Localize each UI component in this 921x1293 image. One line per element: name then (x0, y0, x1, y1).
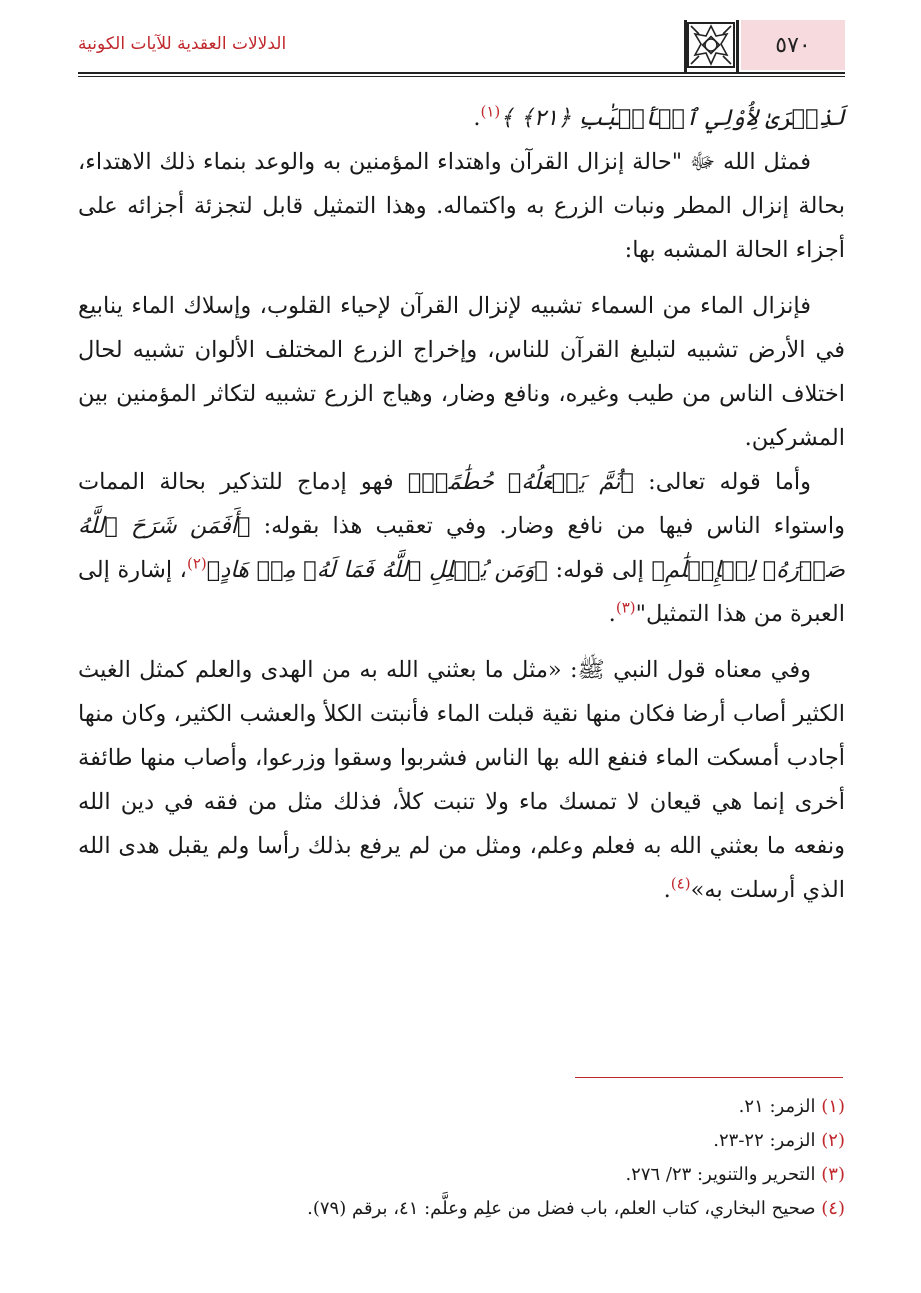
footnote-ref: (٤) (670, 874, 691, 893)
main-text (78, 96, 845, 912)
text-run: فهو إدماج للتذكير بحالة الممات واستواء الناس فيها من نافع وضار. وفي تعقيب هذا بقوله: (78, 469, 845, 539)
footnote (78, 1158, 845, 1192)
footnote-number: (٢) (821, 1130, 845, 1151)
text-run: وفي معناه قول النبي ﷺ: «مثل ما بعثني الله به من الهدى والعلم كمثل الغيث الكثير أصاب أرضا فكان منها نقية قبلت الماء فأنبتت الكلأ والعشب الكثير، وكان منها أجادب أمسكت الماء فنفع الله بها الناس فشربوا وسقوا وزرعوا، وأصاب منها طائفة أخرى إنما هي قيعان لا تمسك ماء ولا تنبت كلأ، فذلك مثل من فقه في دين الله ونفعه ما بعثني الله به فعلم وعلم، ومثل من لم يرفع بذلك رأسا ولم يقبل هدى الله الذي أرسلت به» (78, 657, 845, 903)
paragraph: فإنزال الماء من السماء تشبيه لإنزال القرآن لإحياء القلوب، وإسلاك الماء ينابيع في الأرض تشبيه لتبليغ القرآن للناس، وإخراج الزرع المختلف الألوان تشبيه لحال اختلاف الناس من طيب وغيره، ونافع وضار، وهياج الزرع تشبيه لتكاثر المؤمنين بين المشركين. (78, 293, 845, 451)
footnote-ref: (٣) (615, 598, 636, 617)
quran-verse: ﴿أَفَمَن شَرَحَ ٱللَّهُ صَدۡرَهُۥ لِلۡإِسۡلَٰمِ﴾ (78, 513, 845, 583)
header-divider (684, 20, 687, 72)
footnote-text: الزمر: ٢١. (738, 1096, 816, 1117)
footnote (78, 1090, 845, 1124)
footnote (78, 1192, 845, 1226)
quran-verse: لَذِكۡرَىٰ لِأُوْلِي ٱلۡأَلۡبَٰبِ ﴿٢١﴾ ﴾ (500, 105, 845, 131)
footnote-number: (٤) (821, 1198, 845, 1219)
footnote-number: (١) (821, 1096, 845, 1117)
paragraph: وفي معناه قول النبي ﷺ: «مثل ما بعثني الله به من الهدى والعلم كمثل الغيث الكثير أصاب أرضا فكان منها نقية قبلت الماء فأنبتت الكلأ والعشب الكثير، وكان منها أجادب أمسكت الماء فنفع الله بها الناس فشربوا وسقوا وزرعوا، وأصاب منها طائفة أخرى إنما هي قيعان لا تمسك ماء ولا تنبت كلأ، فذلك مثل من فقه في دين الله ونفعه ما بعثني الله به فعلم وعلم، ومثل من لم يرفع بذلك رأسا ولم يقبل هدى الله الذي أرسلت به»$^{(٤)}$. (78, 657, 845, 903)
text-run: وأما قوله تعالى: (633, 469, 811, 495)
header-rule (78, 72, 845, 74)
header-rule (78, 76, 845, 77)
geometric-ornament-icon (687, 22, 735, 68)
paragraph: لَذِكۡرَىٰ لِأُوْلِي ٱلۡأَلۡبَٰبِ ﴿٢١﴾ ﴾$^{(١)}$. (473, 102, 845, 131)
footnote-ref: (١) (480, 102, 501, 121)
footnote-text: صحيح البخاري، كتاب العلم، باب فضل من علِم وعلَّم: ٤١، برقم (٧٩). (307, 1198, 816, 1219)
text-run: ، إشارة إلى العبرة من هذا التمثيل" (78, 557, 845, 627)
quran-verse: ﴿وَمَن يُضۡلِلِ ٱللَّهُ فَمَا لَهُۥ مِنۡ هَادٍ﴾ (206, 557, 548, 583)
header-divider (736, 20, 739, 72)
text-run: إلى قوله: (547, 557, 652, 583)
paragraph: وأما قوله تعالى: ﴿ثُمَّ يَجۡعَلُهُۥ حُطَٰمًاۚ﴾ فهو إدماج للتذكير بحالة الممات واستواء الناس فيها من نافع وضار. وفي تعقيب هذا بقوله: ﴿أَفَمَن شَرَحَ ٱللَّهُ صَدۡرَهُۥ لِلۡإِسۡلَٰمِ﴾ إلى قوله: ﴿وَمَن يُضۡلِلِ ٱللَّهُ فَمَا لَهُۥ مِنۡ هَادٍ﴾$^{(٢)}$، إشارة إلى العبرة من هذا التمثيل"$^{(٣)}$. (78, 469, 845, 627)
footnote-text: التحرير والتنوير: ٢٣/ ٢٧٦. (625, 1164, 816, 1185)
footnotes (78, 1090, 845, 1226)
footnote (78, 1124, 845, 1158)
footnote-number: (٣) (821, 1164, 845, 1185)
page-number: ٥٧٠ (741, 20, 845, 70)
footnote-text: الزمر: ٢٢-٢٣. (713, 1130, 816, 1151)
running-title: الدلالات العقدية للآيات الكونية (78, 34, 287, 54)
quran-verse: ﴿ثُمَّ يَجۡعَلُهُۥ حُطَٰمًاۚ﴾ (407, 469, 634, 495)
footnote-rule (575, 1077, 843, 1078)
page-header (78, 20, 845, 70)
footnote-ref: (٢) (186, 554, 207, 573)
paragraph: فمثل الله ﷻ "حالة إنزال القرآن واهتداء المؤمنين به والوعد بنماء ذلك الاهتداء، بحالة إنزال المطر ونبات الزرع به واكتماله. وهذا التمثيل قابل لتجزئة أجزائه على أجزاء الحالة المشبه بها: (78, 149, 845, 263)
